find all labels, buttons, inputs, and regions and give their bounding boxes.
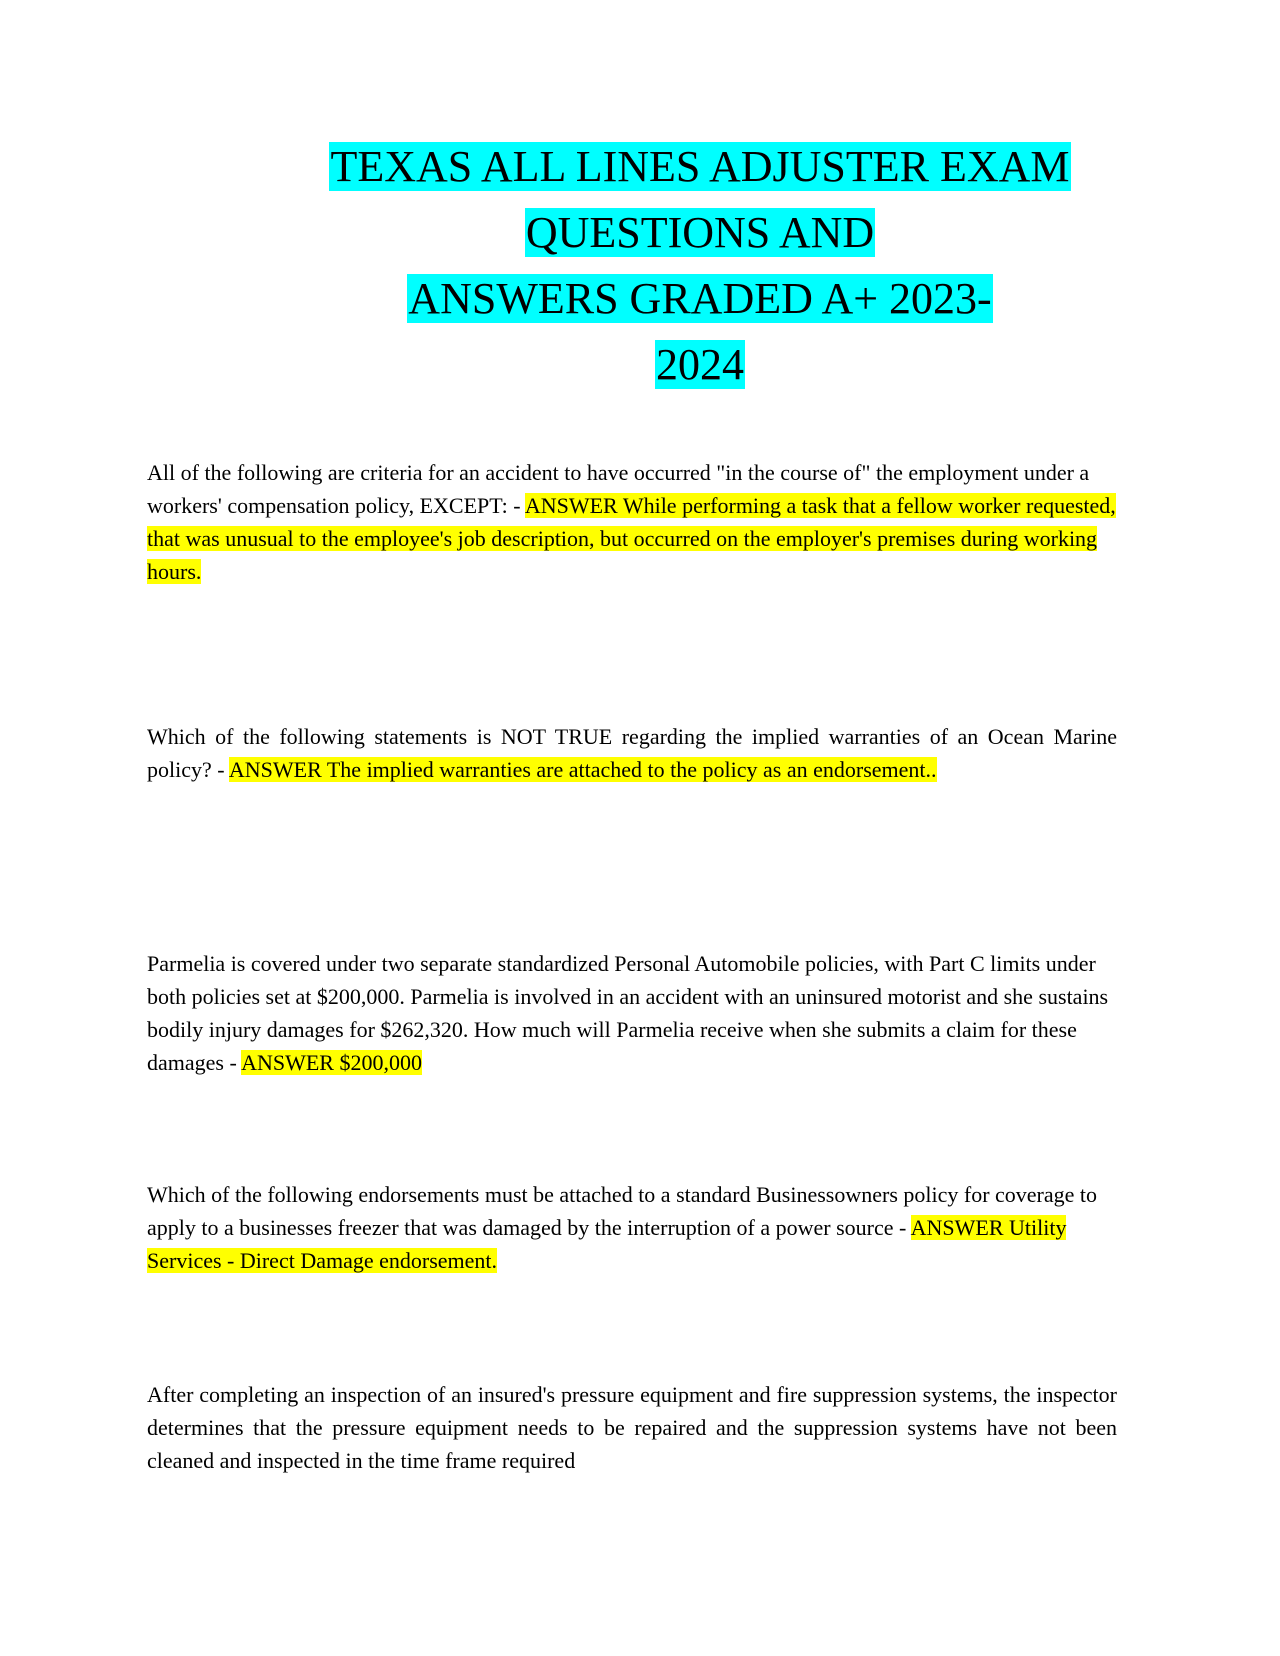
qa-item-1 [147,456,1117,588]
title-line-4: 2024 [656,340,744,389]
question-text: Which of the following statements is NOT TRUE regarding the implied warranties of an Ocean Marine policy? - [147,724,1117,782]
title-line-1: TEXAS ALL LINES ADJUSTER EXAM [330,142,1070,191]
qa-item-3 [147,947,1117,1079]
answer-text: ANSWER While performing a task that a fellow worker requested, that was unusual to the employee's job description, but occurred on the employer's premises during working hours. [147,493,1116,584]
title-line-3: ANSWERS GRADED A+ 2023- [408,274,992,323]
question-text: Which of the following endorsements must be attached to a standard Businessowners policy for coverage to apply to a businesses freezer that was damaged by the interruption of a power source - [147,1182,1098,1240]
question-text: Parmelia is covered under two separate standardized Personal Automobile policies, with Part C limits under both policies set at $200,000. Parmelia is involved in an accident with an uninsured motorist and she sustains bodily injury damages for $262,320. How much will Parmelia receive when she submits a claim for these damages - [147,951,1109,1075]
qa-item-2 [147,720,1117,786]
qa-item-5 [147,1378,1117,1477]
answer-text: ANSWER $200,000 [241,1050,422,1075]
answer-text: ANSWER The implied warranties are attached to the policy as an endorsement.. [228,757,937,782]
answer-text: ANSWER Utility Services - Direct Damage endorsement. [147,1215,1067,1273]
question-text: After completing an inspection of an insured's pressure equipment and fire suppression systems, the inspector determines that the pressure equipment needs to be repaired and the suppression systems have not been cleaned and inspected in the time frame required [147,1382,1117,1473]
document-title [270,134,1130,398]
title-line-2: QUESTIONS AND [525,208,875,257]
question-text: All of the following are criteria for an accident to have occurred "in the course of" the employment under a workers' compensation policy, EXCEPT: - [147,460,1090,518]
qa-item-4 [147,1178,1117,1277]
